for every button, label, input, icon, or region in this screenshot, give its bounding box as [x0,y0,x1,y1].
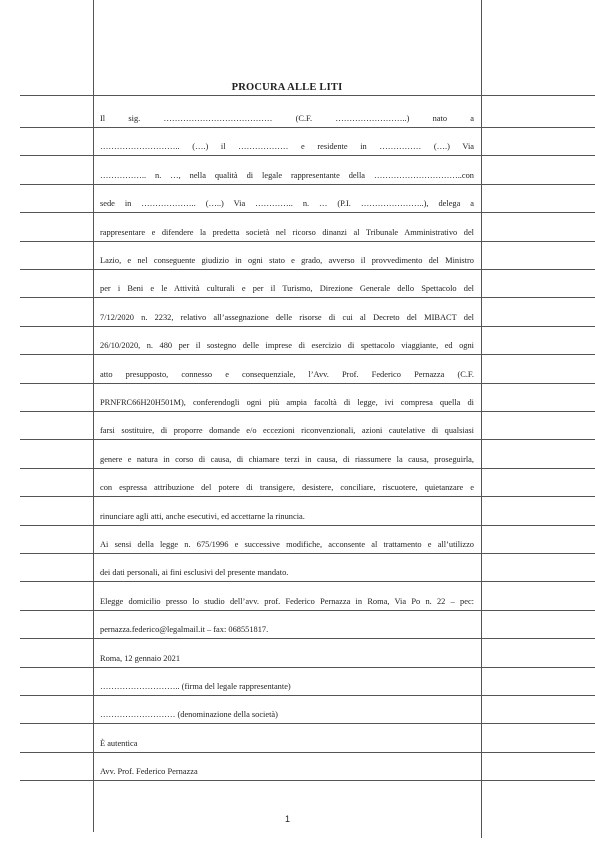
text-line: Avv. Prof. Federico Pernazza [100,767,198,777]
line-rule [20,127,595,128]
text-line: È autentica [100,738,138,748]
line-rule [20,780,595,781]
line-rule [20,610,595,611]
text-line: farsi sostituire, di proporre domande e/o eccezioni riconvenzionali, azioni cautelative di qualsiasi [100,426,474,436]
right-margin-line [481,0,482,838]
text-line: Roma, 12 gennaio 2021 [100,653,181,663]
line-rule [20,326,595,327]
text-line: atto presupposto, connesso e consequenziale, l’Avv. Prof. Federico Pernazza (C.F. [100,369,474,379]
text-line: ……………………….. (….) il ……………… e residente in …………… (….) Via [100,142,474,152]
text-line: …………….. n. …, nella qualità di legale rappresentante della …………………………..con [100,170,474,180]
line-rule [20,695,595,696]
title-rule [20,95,595,96]
line-rule [20,439,595,440]
document-title: PROCURA ALLE LITI [231,82,343,93]
text-line: dei dati personali, ai fini esclusivi del presente mandato. [100,568,289,578]
line-rule [20,184,595,185]
line-rule [20,496,595,497]
text-line: 26/10/2020, n. 480 per il sostegno delle imprese di esercizio di spettacolo viaggiante, ed ogni [100,341,474,351]
left-margin-line [93,0,94,832]
text-line: ……………………… (denominazione della società) [100,710,278,720]
line-rule [20,752,595,753]
text-line: genere e natura in corso di causa, di chiamare terzi in causa, di riassumere la causa, proseguirla, [100,454,474,464]
text-line: sede in ……………….. (…..) Via ………….. n. … (P.I. …………………..), delega a [100,199,474,209]
text-line: Elegge domicilio presso lo studio dell’avv. prof. Federico Pernazza in Roma, Via Po n. 22 – pec: [100,596,474,606]
page-number: 1 [284,814,290,824]
text-line: 7/12/2020 n. 2232, relativo all’assegnazione delle risorse di cui al Decreto del MIBACT del [100,312,474,322]
line-rule [20,241,595,242]
text-line: Il sig. ………………………………… (C.F. ……………………..) nato a [100,114,474,123]
line-rule [20,525,595,526]
text-line: rappresentare e difendere la predetta società nel ricorso dinanzi al Tribunale Amministrativo del [100,227,474,237]
line-rule [20,411,595,412]
text-line: Lazio, e nel conseguente giudizio in ogni stato e grado, avverso il provvedimento del Ministro [100,256,474,265]
line-rule [20,667,595,668]
text-line: PRNFRC66H20H501M), conferendogli ogni più ampia facoltà di legge, ivi compresa quella di [100,398,474,407]
line-rule [20,155,595,156]
line-rule [20,468,595,469]
text-line: pernazza.federico@legalmail.it – fax: 068551817. [100,625,269,635]
text-line: ……………………….. (firma del legale rappresentante) [100,682,291,691]
line-rule [20,638,595,639]
line-rule [20,212,595,213]
line-rule [20,553,595,554]
line-rule [20,297,595,298]
line-rule [20,581,595,582]
line-rule [20,354,595,355]
text-line: per i Beni e le Attività culturali e per il Turismo, Direzione Generale dello Spettacolo del [100,284,474,294]
line-rule [20,723,595,724]
text-line: rinunciare agli atti, anche esecutivi, ed accettarne la rinuncia. [100,511,305,521]
line-rule [20,383,595,384]
line-rule [20,269,595,270]
text-line: con espressa attribuzione del potere di transigere, desistere, conciliare, riscuotere, quietanzare e [100,483,474,493]
text-line: Ai sensi della legge n. 675/1996 e successive modifiche, acconsente al trattamento e all’utilizzo [100,540,474,549]
